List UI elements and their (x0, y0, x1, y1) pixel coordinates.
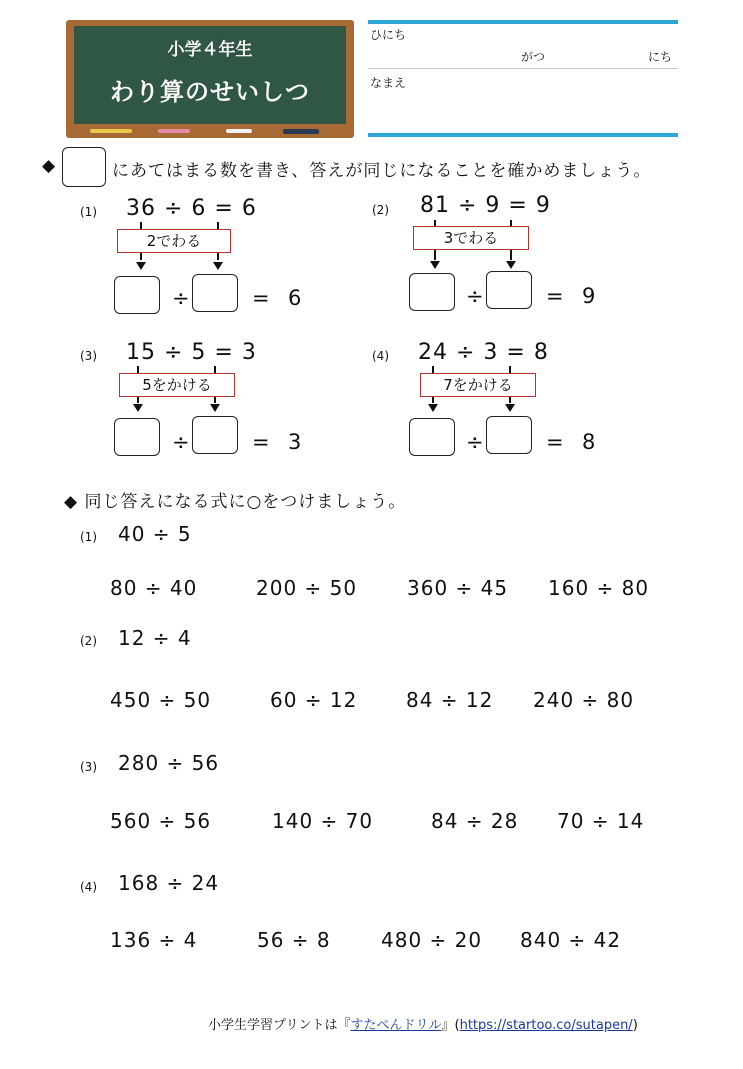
problem-number: (2) (372, 203, 389, 217)
choice-option[interactable]: 360 ÷ 45 (407, 576, 509, 600)
answer-box[interactable] (114, 276, 160, 314)
month-label: がつ (521, 50, 546, 64)
arrow-down-icon (430, 261, 440, 269)
equals-symbol: = (252, 430, 271, 454)
choice-option[interactable]: 70 ÷ 14 (557, 809, 645, 833)
question-number: (4) (80, 880, 97, 894)
section1-instruction: にあてはまる数を書き、答えが同じになることを確かめましょう。 (112, 161, 652, 181)
section2-instruction: ◆ 同じ答えになる式に○をつけましょう。 (64, 492, 407, 512)
arrow-down-icon (133, 404, 143, 412)
footer-credit (208, 1014, 638, 1033)
problem-number: (3) (80, 349, 97, 363)
answer-box[interactable] (409, 273, 455, 311)
question-number: (3) (80, 760, 97, 774)
choice-option[interactable]: 60 ÷ 12 (270, 688, 358, 712)
choice-option[interactable]: 240 ÷ 80 (533, 688, 635, 712)
equals-symbol: = (546, 284, 565, 308)
arrow-down-icon (213, 262, 223, 270)
problem-equation: 36 ÷ 6 = 6 (126, 196, 257, 221)
answer-box[interactable] (486, 271, 532, 309)
choice-option[interactable]: 840 ÷ 42 (520, 928, 622, 952)
site-name-link[interactable]: すたぺんドリル (350, 1018, 442, 1033)
arrow-down-icon (210, 404, 220, 412)
day-label: にち (648, 50, 673, 64)
chalk-pink-icon (158, 129, 190, 133)
date-label: ひにち (370, 28, 407, 42)
div-symbol: ÷ (172, 286, 191, 310)
problem-equation: 24 ÷ 3 = 8 (418, 340, 549, 365)
arrow-down-icon (506, 261, 516, 269)
arrow-down-icon (136, 262, 146, 270)
footer-mid: 』( (441, 1018, 460, 1033)
question-number: (1) (80, 530, 97, 544)
choice-option[interactable]: 140 ÷ 70 (272, 809, 374, 833)
arrow-down-icon (428, 404, 438, 412)
answer-box[interactable] (192, 416, 238, 454)
page-title: わり算のせいしつ (110, 78, 310, 106)
answer-value: 3 (288, 430, 303, 454)
name-box-divider (368, 68, 678, 69)
arrow-down-icon (505, 404, 515, 412)
problem-equation: 81 ÷ 9 = 9 (420, 193, 551, 218)
problem-number: (1) (80, 205, 97, 219)
name-box-bottom-border (368, 133, 678, 137)
choice-option[interactable]: 160 ÷ 80 (548, 576, 650, 600)
problem-number: (4) (372, 349, 389, 363)
footer-suffix: ) (632, 1018, 638, 1033)
answer-value: 8 (582, 430, 597, 454)
equals-symbol: = (252, 286, 271, 310)
url-link[interactable]: https://startoo.co/sutapen/ (459, 1018, 633, 1033)
div-symbol: ÷ (172, 430, 191, 454)
choice-option[interactable]: 56 ÷ 8 (257, 928, 331, 952)
chalk-white-icon (226, 129, 252, 133)
answer-value: 6 (288, 286, 303, 310)
choice-option[interactable]: 450 ÷ 50 (110, 688, 212, 712)
choice-option[interactable]: 136 ÷ 4 (110, 928, 198, 952)
question-number: (2) (80, 634, 97, 648)
choice-option[interactable]: 84 ÷ 12 (406, 688, 494, 712)
answer-box[interactable] (409, 418, 455, 456)
question-expression: 12 ÷ 4 (118, 626, 192, 650)
operation-label: 2でわる (117, 229, 231, 253)
chalk-yellow-icon (90, 129, 132, 133)
choice-option[interactable]: 84 ÷ 28 (431, 809, 519, 833)
problem-equation: 15 ÷ 5 = 3 (126, 340, 257, 365)
name-label: なまえ (370, 76, 407, 90)
operation-label: 7をかける (420, 373, 536, 397)
answer-value: 9 (582, 284, 597, 308)
name-box-top-border (368, 20, 678, 24)
equals-symbol: = (546, 430, 565, 454)
answer-box[interactable] (114, 418, 160, 456)
operation-label: 5をかける (119, 373, 235, 397)
question-expression: 40 ÷ 5 (118, 522, 192, 546)
question-expression: 280 ÷ 56 (118, 751, 220, 775)
choice-option[interactable]: 80 ÷ 40 (110, 576, 198, 600)
blank-box-example (62, 147, 106, 187)
footer-prefix: 小学生学習プリントは『 (208, 1018, 351, 1033)
answer-box[interactable] (192, 274, 238, 312)
question-expression: 168 ÷ 24 (118, 871, 220, 895)
div-symbol: ÷ (466, 430, 485, 454)
operation-label: 3でわる (413, 226, 529, 250)
choice-option[interactable]: 200 ÷ 50 (256, 576, 358, 600)
answer-box[interactable] (486, 416, 532, 454)
choice-option[interactable]: 480 ÷ 20 (381, 928, 483, 952)
grade-label: 小学４年生 (167, 40, 253, 60)
section1-marker: ◆ (42, 156, 57, 176)
eraser-icon (283, 129, 319, 134)
div-symbol: ÷ (466, 284, 485, 308)
choice-option[interactable]: 560 ÷ 56 (110, 809, 212, 833)
